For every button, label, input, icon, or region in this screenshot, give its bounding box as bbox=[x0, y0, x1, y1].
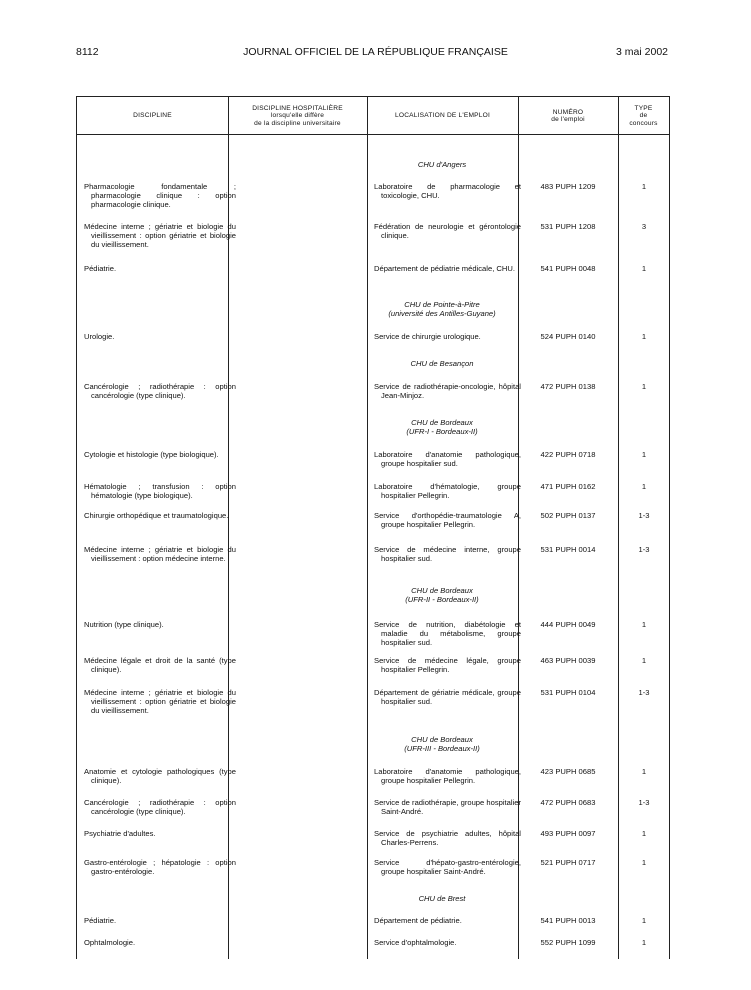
discipline-cell: Ophtalmologie. bbox=[84, 938, 136, 947]
localisation-cell: Département de pédiatrie. bbox=[374, 916, 462, 925]
numero-cell: 524 PUPH 0140 bbox=[540, 332, 596, 341]
localisation-cell: Service de nutrition, diabétologie et maladie du métabolisme, groupe hospitalier sud. bbox=[374, 620, 521, 648]
type-cell: 1 bbox=[641, 482, 647, 491]
discipline-cell: Cytologie et histologie (type biologique). bbox=[84, 450, 219, 459]
numero-cell: 552 PUPH 1099 bbox=[540, 938, 596, 947]
localisation-cell: Service de radiothérapie-oncologie, hôpital Jean-Minjoz. bbox=[374, 382, 521, 401]
numero-cell: 531 PUPH 0104 bbox=[540, 688, 596, 697]
section-heading-line: CHU de Pointe-à-Pitre bbox=[404, 300, 480, 309]
section-heading-line: (université des Antilles-Guyane) bbox=[388, 309, 496, 319]
localisation-cell: Laboratoire d'hématologie, groupe hospitalier Pellegrin. bbox=[374, 482, 521, 501]
localisation-cell: Service d'ophtalmologie. bbox=[374, 938, 457, 947]
section-heading bbox=[367, 160, 517, 169]
type-cell: 1 bbox=[641, 656, 647, 665]
discipline-cell: Cancérologie ; radiothérapie : option cancérologie (type clinique). bbox=[84, 382, 236, 401]
numero-cell: 472 PUPH 0138 bbox=[540, 382, 596, 391]
column-header-discipline: DISCIPLINE bbox=[133, 112, 172, 120]
section-heading bbox=[367, 735, 517, 753]
localisation-cell: Service de psychiatrie adultes, hôpital Charles-Perrens. bbox=[374, 829, 521, 848]
numero-cell: 422 PUPH 0718 bbox=[540, 450, 596, 459]
numero-cell: 472 PUPH 0683 bbox=[540, 798, 596, 807]
localisation-cell: Service de radiothérapie, groupe hospitalier Saint-André. bbox=[374, 798, 521, 817]
localisation-cell: Laboratoire de pharmacologie et toxicologie, CHU. bbox=[374, 182, 521, 201]
discipline-cell: Chirurgie orthopédique et traumatologique. bbox=[84, 511, 229, 520]
numero-cell: 444 PUPH 0049 bbox=[540, 620, 596, 629]
type-cell: 1-3 bbox=[638, 688, 650, 697]
section-heading-line: CHU de Brest bbox=[418, 894, 466, 903]
section-heading-line: (UFR-II - Bordeaux-II) bbox=[405, 595, 479, 605]
numero-cell: 483 PUPH 1209 bbox=[540, 182, 596, 191]
column-header-localisation: LOCALISATION DE L'EMPLOI bbox=[395, 112, 490, 120]
discipline-cell: Médecine légale et droit de la santé (type clinique). bbox=[84, 656, 236, 675]
localisation-cell: Service de médecine légale, groupe hospitalier Pellegrin. bbox=[374, 656, 521, 675]
section-heading-line: (UFR-I - Bordeaux-II) bbox=[406, 427, 478, 437]
section-heading-line: CHU d'Angers bbox=[417, 160, 467, 169]
discipline-cell: Pédiatrie. bbox=[84, 916, 117, 925]
type-cell: 1 bbox=[641, 450, 647, 459]
column-header-type: TYPE de concours bbox=[629, 104, 658, 127]
section-heading bbox=[367, 300, 517, 318]
numero-cell: 471 PUPH 0162 bbox=[540, 482, 596, 491]
column-divider bbox=[367, 97, 368, 959]
header-divider bbox=[77, 134, 669, 135]
type-cell: 1 bbox=[641, 916, 647, 925]
type-cell: 1 bbox=[641, 767, 647, 776]
localisation-cell: Service d'hépato-gastro-entérologie, groupe hospitalier Saint-André. bbox=[374, 858, 521, 877]
section-heading bbox=[367, 894, 517, 903]
type-cell: 3 bbox=[641, 222, 647, 231]
discipline-cell: Gastro-entérologie ; hépatologie : option gastro-entérologie. bbox=[84, 858, 236, 877]
numero-cell: 541 PUPH 0013 bbox=[540, 916, 596, 925]
numero-cell: 502 PUPH 0137 bbox=[540, 511, 596, 520]
discipline-cell: Pédiatrie. bbox=[84, 264, 117, 273]
type-cell: 1-3 bbox=[638, 545, 650, 554]
localisation-cell: Service de chirurgie urologique. bbox=[374, 332, 481, 341]
type-cell: 1 bbox=[641, 182, 647, 191]
discipline-cell: Anatomie et cytologie pathologiques (type clinique). bbox=[84, 767, 236, 786]
type-cell: 1 bbox=[641, 829, 647, 838]
type-cell: 1 bbox=[641, 620, 647, 629]
publication-date: 3 mai 2002 bbox=[616, 46, 668, 58]
numero-cell: 531 PUPH 1208 bbox=[540, 222, 596, 231]
page-number: 8112 bbox=[76, 46, 99, 58]
localisation-cell: Service d'orthopédie-traumatologie A, groupe hospitalier Pellegrin. bbox=[374, 511, 521, 530]
type-cell: 1-3 bbox=[638, 798, 650, 807]
localisation-cell: Département de pédiatrie médicale, CHU. bbox=[374, 264, 515, 273]
column-header-discipline-hospitaliere: DISCIPLINE HOSPITALIÈRE lorsqu'elle diffère de la discipline universitaire bbox=[252, 104, 343, 127]
positions-table bbox=[76, 96, 670, 959]
column-header-numero: NUMÉRO de l'emploi bbox=[551, 108, 585, 123]
type-cell: 1 bbox=[641, 858, 647, 867]
localisation-cell: Département de gériatrie médicale, groupe hospitalier sud. bbox=[374, 688, 521, 707]
section-heading bbox=[367, 586, 517, 604]
section-heading-line: CHU de Bordeaux bbox=[411, 735, 473, 744]
section-heading-line: (UFR-III - Bordeaux-II) bbox=[404, 744, 480, 754]
section-heading-line: CHU de Besançon bbox=[410, 359, 474, 368]
discipline-cell: Nutrition (type clinique). bbox=[84, 620, 164, 629]
type-cell: 1 bbox=[641, 332, 647, 341]
discipline-cell: Médecine interne ; gériatrie et biologie du vieillissement : option médecine interne. bbox=[84, 545, 236, 564]
discipline-cell: Psychiatrie d'adultes. bbox=[84, 829, 156, 838]
localisation-cell: Service de médecine interne, groupe hospitalier sud. bbox=[374, 545, 521, 564]
numero-cell: 541 PUPH 0048 bbox=[540, 264, 596, 273]
discipline-cell: Médecine interne ; gériatrie et biologie du vieillissement : option gériatrie et biologie du vieillissement. bbox=[84, 222, 236, 250]
numero-cell: 493 PUPH 0097 bbox=[540, 829, 596, 838]
numero-cell: 531 PUPH 0014 bbox=[540, 545, 596, 554]
numero-cell: 423 PUPH 0685 bbox=[540, 767, 596, 776]
type-cell: 1 bbox=[641, 264, 647, 273]
type-cell: 1 bbox=[641, 382, 647, 391]
journal-title: JOURNAL OFFICIEL DE LA RÉPUBLIQUE FRANÇAISE bbox=[243, 46, 508, 58]
type-cell: 1-3 bbox=[638, 511, 650, 520]
section-heading-line: CHU de Bordeaux bbox=[411, 586, 473, 595]
discipline-cell: Médecine interne ; gériatrie et biologie du vieillissement : option gériatrie et biologie du vieillissement. bbox=[84, 688, 236, 716]
discipline-cell: Hématologie ; transfusion : option hématologie (type biologique). bbox=[84, 482, 236, 501]
numero-cell: 463 PUPH 0039 bbox=[540, 656, 596, 665]
localisation-cell: Fédération de neurologie et gérontologie clinique. bbox=[374, 222, 521, 241]
type-cell: 1 bbox=[641, 938, 647, 947]
numero-cell: 521 PUPH 0717 bbox=[540, 858, 596, 867]
section-heading-line: CHU de Bordeaux bbox=[411, 418, 473, 427]
localisation-cell: Laboratoire d'anatomie pathologique, groupe hospitalier sud. bbox=[374, 450, 521, 469]
section-heading bbox=[367, 359, 517, 368]
section-heading bbox=[367, 418, 517, 436]
discipline-cell: Cancérologie ; radiothérapie : option cancérologie (type clinique). bbox=[84, 798, 236, 817]
localisation-cell: Laboratoire d'anatomie pathologique, groupe hospitalier Pellegrin. bbox=[374, 767, 521, 786]
discipline-cell: Urologie. bbox=[84, 332, 115, 341]
discipline-cell: Pharmacologie fondamentale ; pharmacologie clinique : option pharmacologie clinique. bbox=[84, 182, 236, 210]
